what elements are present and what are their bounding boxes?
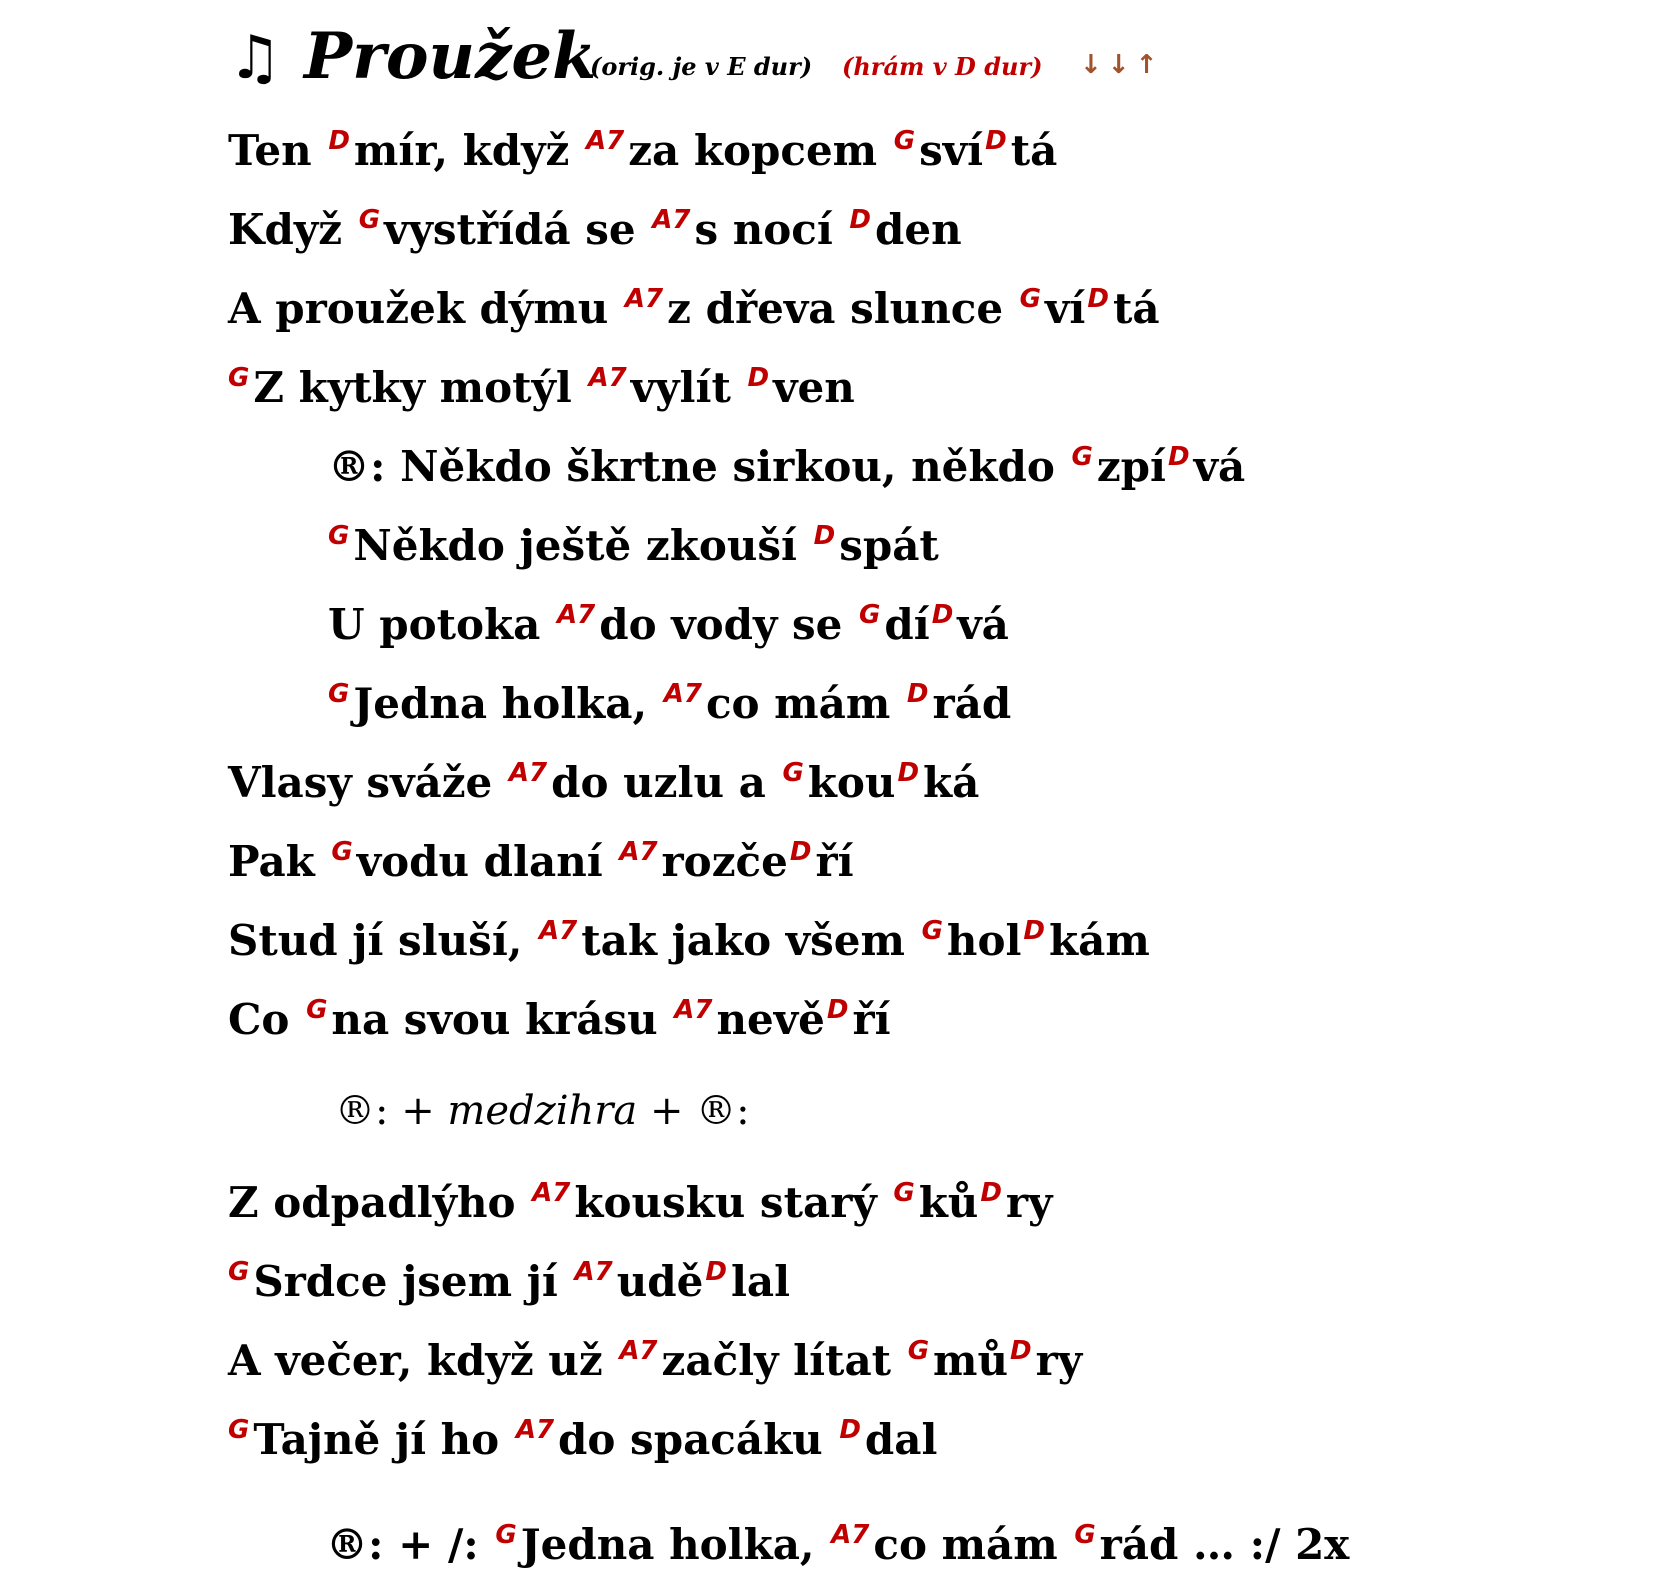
- lyric-text: nevě: [716, 995, 825, 1044]
- chord: G: [921, 916, 943, 946]
- lyric-text: ří: [815, 837, 854, 886]
- lyric-text: za kopcem: [628, 126, 892, 175]
- chord: A7: [532, 1178, 571, 1208]
- chord: A7: [508, 758, 548, 788]
- chord: D: [1023, 916, 1046, 946]
- chord: G: [306, 995, 328, 1025]
- lyric-text: s nocí: [694, 205, 848, 254]
- lyric-text: vá: [957, 600, 1009, 649]
- chord: D: [839, 1415, 861, 1445]
- music-note-icon: ♫: [228, 23, 282, 93]
- chord: A7: [515, 1415, 555, 1445]
- interlude-text: + ®:: [637, 1088, 750, 1134]
- chord: A7: [619, 1336, 658, 1366]
- chord: D: [747, 363, 770, 393]
- lyric-text: dí: [884, 600, 930, 649]
- lyric-text: kou: [807, 758, 896, 807]
- lyric-text: udě: [616, 1257, 704, 1306]
- lyric-text: Někdo ještě zkouší: [353, 521, 812, 570]
- lyric-text: z dřeva slunce: [667, 284, 1018, 333]
- lyric-text: Vlasy sváže: [228, 758, 507, 807]
- chord: D: [813, 521, 836, 551]
- lyric-line: [228, 207, 962, 259]
- chorus-line: [328, 444, 1245, 496]
- lyric-text: A večer, když už: [228, 1336, 618, 1385]
- chord: D: [849, 205, 872, 235]
- lyric-line: [228, 1180, 1052, 1232]
- chord: A7: [674, 995, 713, 1025]
- lyric-text: Stud jí sluší,: [228, 916, 538, 965]
- lyric-text: mů: [933, 1336, 1009, 1385]
- lyric-line: [228, 760, 979, 812]
- chord: G: [1019, 284, 1042, 314]
- chord: D: [1010, 1336, 1032, 1366]
- lyric-text: spát: [839, 521, 939, 570]
- lyric-text: Tajně jí ho: [253, 1415, 514, 1464]
- chorus-line: [328, 681, 1011, 733]
- chord: D: [1087, 284, 1109, 314]
- lyric-text: Když: [228, 205, 357, 254]
- lyric-text: Srdce jsem jí: [253, 1257, 573, 1306]
- chord: G: [907, 1336, 930, 1366]
- lyric-text: ven: [773, 363, 855, 412]
- chord: A7: [556, 600, 596, 630]
- chord: G: [1074, 1520, 1096, 1550]
- transpose-arrows-icon[interactable]: ↓↓↑: [1080, 50, 1164, 80]
- final-chorus-line: [326, 1522, 1349, 1574]
- lyric-text: den: [875, 205, 962, 254]
- chord: G: [228, 1415, 250, 1445]
- chord: D: [931, 600, 954, 630]
- interlude-label: medzihra: [447, 1088, 638, 1134]
- chord: G: [328, 521, 350, 551]
- chorus-line: [328, 523, 939, 575]
- lyric-text: kám: [1049, 916, 1150, 965]
- lyric-text: hol: [946, 916, 1022, 965]
- chord: D: [985, 126, 1007, 156]
- lyric-line: [228, 128, 1057, 180]
- chord: D: [1168, 442, 1190, 472]
- chord: G: [228, 363, 250, 393]
- lyric-text: ®: + /:: [326, 1520, 494, 1569]
- lyric-text: Jedna holka,: [520, 1520, 830, 1569]
- lyric-text: rád: [932, 679, 1012, 728]
- lyric-text: rád … :/ 2x: [1099, 1520, 1350, 1569]
- lyric-text: sví: [919, 126, 984, 175]
- chord: D: [980, 1178, 1002, 1208]
- lyric-text: Z kytky motýl: [253, 363, 587, 412]
- lyric-text: Z odpadlýho: [228, 1178, 531, 1227]
- lyric-text: začly lítat: [661, 1336, 906, 1385]
- chord: G: [358, 205, 381, 235]
- chord: G: [859, 600, 881, 630]
- chorus-line: [328, 602, 1009, 654]
- chord: D: [826, 995, 849, 1025]
- lyric-text: ká: [923, 758, 980, 807]
- lyric-text: Pak: [228, 837, 330, 886]
- lyric-text: do uzlu a: [551, 758, 781, 807]
- lyric-text: vylít: [630, 363, 746, 412]
- lyric-text: ří: [852, 995, 891, 1044]
- lyric-text: zpí: [1096, 442, 1167, 491]
- chord: G: [1071, 442, 1093, 472]
- chord: G: [782, 758, 804, 788]
- lyric-text: na svou krásu: [331, 995, 673, 1044]
- chord: G: [328, 679, 350, 709]
- chord: A7: [831, 1520, 870, 1550]
- lyric-text: Co: [228, 995, 305, 1044]
- lyric-text: vodu dlaní: [356, 837, 618, 886]
- chord: A7: [585, 126, 625, 156]
- chord: G: [331, 837, 353, 867]
- lyric-text: ků: [918, 1178, 979, 1227]
- lyric-text: co mám: [873, 1520, 1073, 1569]
- lyric-text: ry: [1005, 1178, 1053, 1227]
- chord: A7: [663, 679, 702, 709]
- chord: D: [897, 758, 920, 788]
- chord: D: [328, 126, 350, 156]
- chord: A7: [652, 205, 691, 235]
- lyric-text: co mám: [705, 679, 905, 728]
- lyric-text: ry: [1035, 1336, 1083, 1385]
- lyric-line: [228, 997, 891, 1049]
- lyric-text: tá: [1112, 284, 1160, 333]
- lyric-line: [228, 918, 1150, 970]
- lyric-text: ®: Někdo škrtne sirkou, někdo: [328, 442, 1070, 491]
- lyric-line: [228, 286, 1160, 338]
- chord: A7: [588, 363, 627, 393]
- original-key-note: (orig. je v E dur): [590, 52, 813, 81]
- chord: A7: [539, 916, 578, 946]
- chord: D: [906, 679, 929, 709]
- lyric-text: tá: [1010, 126, 1058, 175]
- chord: A7: [624, 284, 664, 314]
- lyric-text: ví: [1045, 284, 1086, 333]
- chord: A7: [574, 1257, 613, 1287]
- lyric-line: [228, 365, 855, 417]
- chord: G: [893, 1178, 915, 1208]
- chord: A7: [619, 837, 658, 867]
- lyric-line: [228, 1259, 790, 1311]
- song-title: Proužek: [304, 19, 597, 94]
- lyric-text: do spacáku: [558, 1415, 838, 1464]
- lyric-text: dal: [864, 1415, 938, 1464]
- chord: D: [789, 837, 812, 867]
- lyric-text: vá: [1193, 442, 1246, 491]
- lyric-text: rozče: [661, 837, 788, 886]
- lyric-text: do vody se: [599, 600, 858, 649]
- lyric-text: U potoka: [328, 600, 555, 649]
- lyric-text: lal: [730, 1257, 791, 1306]
- chord: G: [495, 1520, 517, 1550]
- chord: D: [705, 1257, 727, 1287]
- lyric-text: Jedna holka,: [353, 679, 662, 728]
- lyric-text: kousku starý: [574, 1178, 892, 1227]
- lyric-line: [228, 1417, 937, 1469]
- lyric-text: mír, když: [353, 126, 584, 175]
- chord: G: [893, 126, 916, 156]
- lyric-line: [228, 839, 854, 891]
- lyric-text: Ten: [228, 126, 327, 175]
- chord: G: [228, 1257, 250, 1287]
- interlude-line: [335, 1088, 750, 1134]
- lyric-text: tak jako všem: [581, 916, 920, 965]
- lyric-text: vystřídá se: [384, 205, 651, 254]
- interlude-text: ®: +: [335, 1088, 448, 1134]
- playing-key-note: (hrám v D dur): [842, 52, 1043, 81]
- lyric-text: A proužek dýmu: [228, 284, 623, 333]
- lyric-line: [228, 1338, 1082, 1390]
